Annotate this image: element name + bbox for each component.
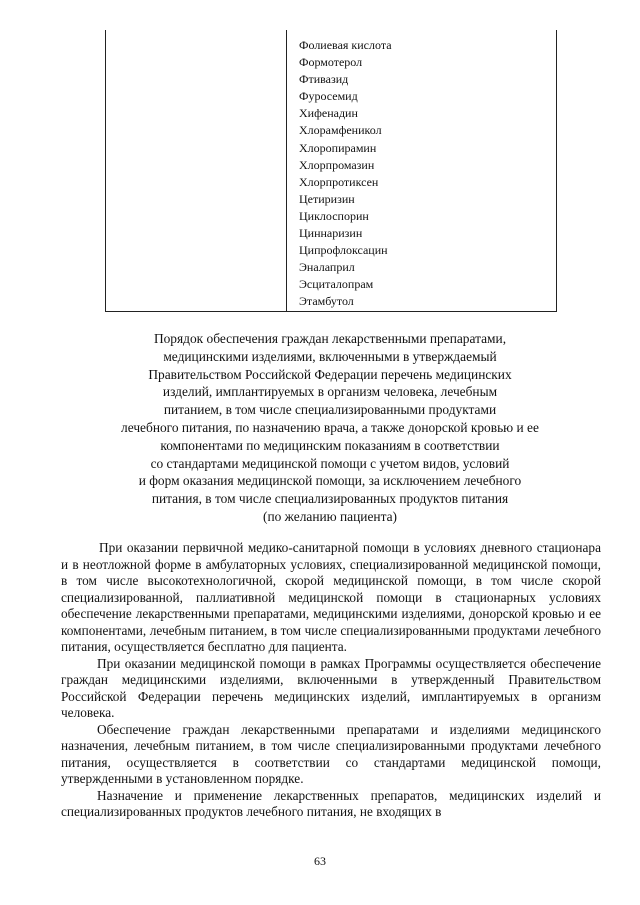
drug-item: Ципрофлоксацин <box>299 243 388 258</box>
heading-line: лечебного питания, по назначению врача, а также донорской кровью и ее <box>121 419 539 435</box>
drug-item: Фуросемид <box>299 89 358 104</box>
heading-line: со стандартами медицинской помощи с учетом видов, условий <box>150 455 510 471</box>
heading-line: питания, в том числе специализированных продуктов питания <box>151 491 509 507</box>
drug-item: Циннаризин <box>299 226 363 241</box>
drug-item: Хлорпротиксен <box>299 174 379 189</box>
paragraph-prescription: Назначение и применение лекарственных препаратов, медицинских изделий и специализированных продуктов лечебного питания, не входящих в <box>61 787 601 819</box>
section-heading <box>60 330 600 526</box>
heading-line: медицинскими изделиями, включенными в утверждаемый <box>163 348 497 364</box>
drug-item: Циклоспорин <box>299 208 369 223</box>
drug-list <box>299 37 392 311</box>
drug-item: Фолиевая кислота <box>299 38 392 52</box>
heading-line: Порядок обеспечения граждан лекарственными препаратами, <box>153 331 507 346</box>
drug-item: Эналаприл <box>299 260 355 275</box>
drug-item: Хлоропирамин <box>299 140 377 155</box>
body-text <box>61 540 601 821</box>
heading-line: (по желанию пациента) <box>263 508 397 524</box>
heading-line: изделий, имплантируемых в организм человека, лечебным <box>162 384 498 400</box>
paragraph-standards: Обеспечение граждан лекарственными препаратами и изделиями медицинского назначения, лечебным питанием, в том числе специализированными продуктами лечебного питания, осуществляется в соответствии со стандартами медицинской помощи, утвержденными в установленном порядке. <box>61 721 601 786</box>
paragraph-implantable-devices: При оказании медицинской помощи в рамках Программы осуществляется обеспечение граждан медицинскими изделиями, включенными в утвержденный Правительством Российской Федерации перечень медицинских изделий, имплантируемых в организм человека. <box>61 655 601 720</box>
drug-item: Хифенадин <box>299 106 358 121</box>
page-number: 63 <box>314 854 326 868</box>
heading-line: Правительством Российской Федерации перечень медицинских <box>148 366 512 382</box>
drug-item: Цетиризин <box>299 191 355 206</box>
heading-line: компонентами по медицинским показаниям в соответствии <box>160 437 500 453</box>
paragraph-free-provision: При оказании первичной медико-санитарной помощи в условиях дневного стационара и в неотложной форме в амбулаторных условиях, специализированной медицинской помощи, в том числе высокотехнологичной, скорой медицинской помощи, в том числе скорой специализированной, паллиативной медицинской помощи в стационарных условиях обеспечение лекарственными препаратами, медицинскими изделиями, донорской кровью и ее компонентами, лечебным питанием, в том числе специализированными продуктами лечебного питания, осуществляется бесплатно для пациента. <box>61 540 601 654</box>
heading-line: питанием, в том числе специализированными продуктами <box>163 402 497 418</box>
drug-item: Хлорпромазин <box>299 157 375 172</box>
drug-item: Фтивазид <box>299 72 349 87</box>
heading-line: и форм оказания медицинской помощи, за исключением лечебного <box>138 473 522 489</box>
table-column-divider <box>286 30 287 311</box>
drug-item: Эсциталопрам <box>299 277 374 292</box>
drug-table <box>105 30 557 312</box>
drug-item: Формотерол <box>299 55 363 70</box>
drug-item: Хлорамфеникол <box>299 123 382 138</box>
drug-item: Этамбутол <box>299 294 354 309</box>
